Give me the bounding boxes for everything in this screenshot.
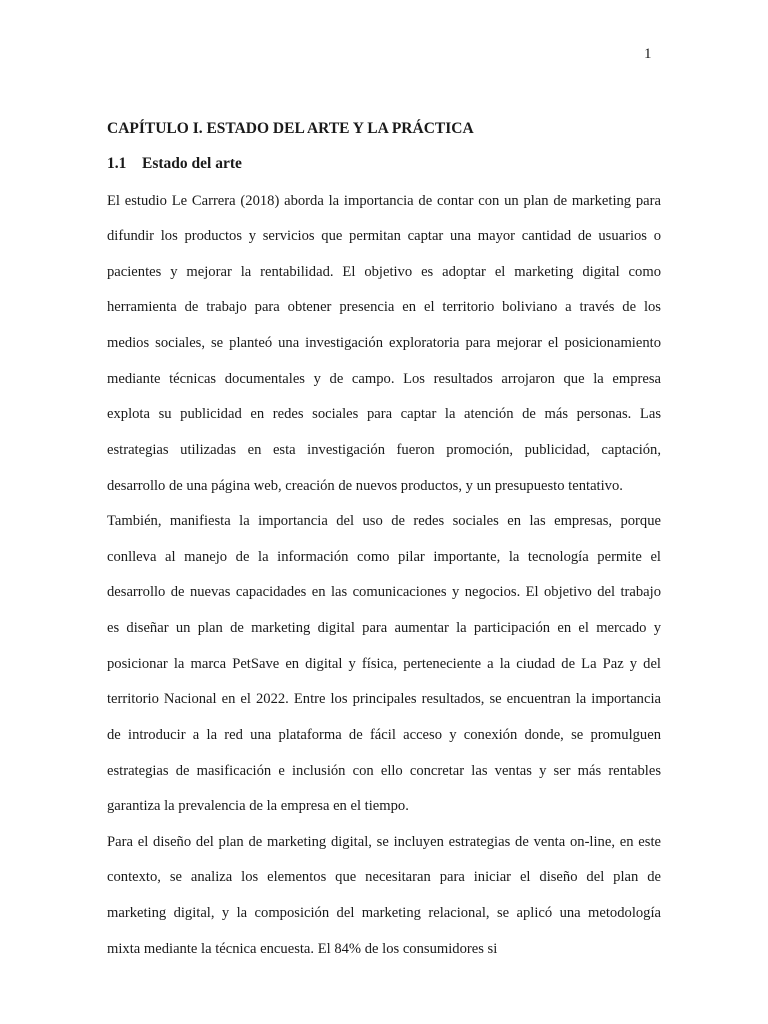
text-line: contexto, se analiza los elementos que necesitaran para iniciar el diseño del plan de xyxy=(107,869,661,885)
section-title: Estado del arte xyxy=(142,155,242,172)
text-line: mediante técnicas documentales y de campo. Los resultados arrojaron que la empresa xyxy=(107,371,661,387)
text-line: garantiza la prevalencia de la empresa en el tiempo. xyxy=(107,798,409,814)
text-line: El estudio Le Carrera (2018) aborda la importancia de contar con un plan de marketing para xyxy=(107,193,661,209)
section-heading xyxy=(107,155,242,173)
page-number: 1 xyxy=(644,46,652,62)
text-line: desarrollo de una página web, creación de nuevos productos, y un presupuesto tentativo. xyxy=(107,478,623,494)
text-line: pacientes y mejorar la rentabilidad. El objetivo es adoptar el marketing digital como xyxy=(107,264,661,280)
text-line: marketing digital, y la composición del marketing relacional, se aplicó una metodología xyxy=(107,905,661,921)
text-line: posicionar la marca PetSave en digital y física, perteneciente a la ciudad de La Paz y del xyxy=(107,656,661,672)
text-line: estrategias utilizadas en esta investigación fueron promoción, publicidad, captación, xyxy=(107,442,661,458)
text-line: herramienta de trabajo para obtener presencia en el territorio boliviano a través de los xyxy=(107,299,661,315)
text-line: estrategias de masificación e inclusión con ello concretar las ventas y ser más rentables xyxy=(107,763,661,779)
text-line: territorio Nacional en el 2022. Entre los principales resultados, se encuentran la importancia xyxy=(107,691,661,707)
text-line: de introducir a la red una plataforma de fácil acceso y conexión donde, se promulguen xyxy=(107,727,661,743)
section-number: 1.1 xyxy=(107,155,127,172)
text-line: difundir los productos y servicios que permitan captar una mayor cantidad de usuarios o xyxy=(107,228,661,244)
text-line: Para el diseño del plan de marketing digital, se incluyen estrategias de venta on-line, en este xyxy=(107,834,661,850)
text-line: conlleva al manejo de la información como pilar importante, la tecnología permite el xyxy=(107,549,661,565)
chapter-title: CAPÍTULO I. ESTADO DEL ARTE Y LA PRÁCTICA xyxy=(107,120,474,137)
text-line: desarrollo de nuevas capacidades en las comunicaciones y negocios. El objetivo del trabajo xyxy=(107,584,661,600)
text-line: medios sociales, se planteó una investigación exploratoria para mejorar el posicionamiento xyxy=(107,335,661,351)
text-line: mixta mediante la técnica encuesta. El 84% de los consumidores si xyxy=(107,941,498,957)
text-line: es diseñar un plan de marketing digital para aumentar la participación en el mercado y xyxy=(107,620,661,636)
text-line: explota su publicidad en redes sociales para captar la atención de más personas. Las xyxy=(107,406,661,422)
text-line: También, manifiesta la importancia del uso de redes sociales en las empresas, porque xyxy=(107,513,661,529)
